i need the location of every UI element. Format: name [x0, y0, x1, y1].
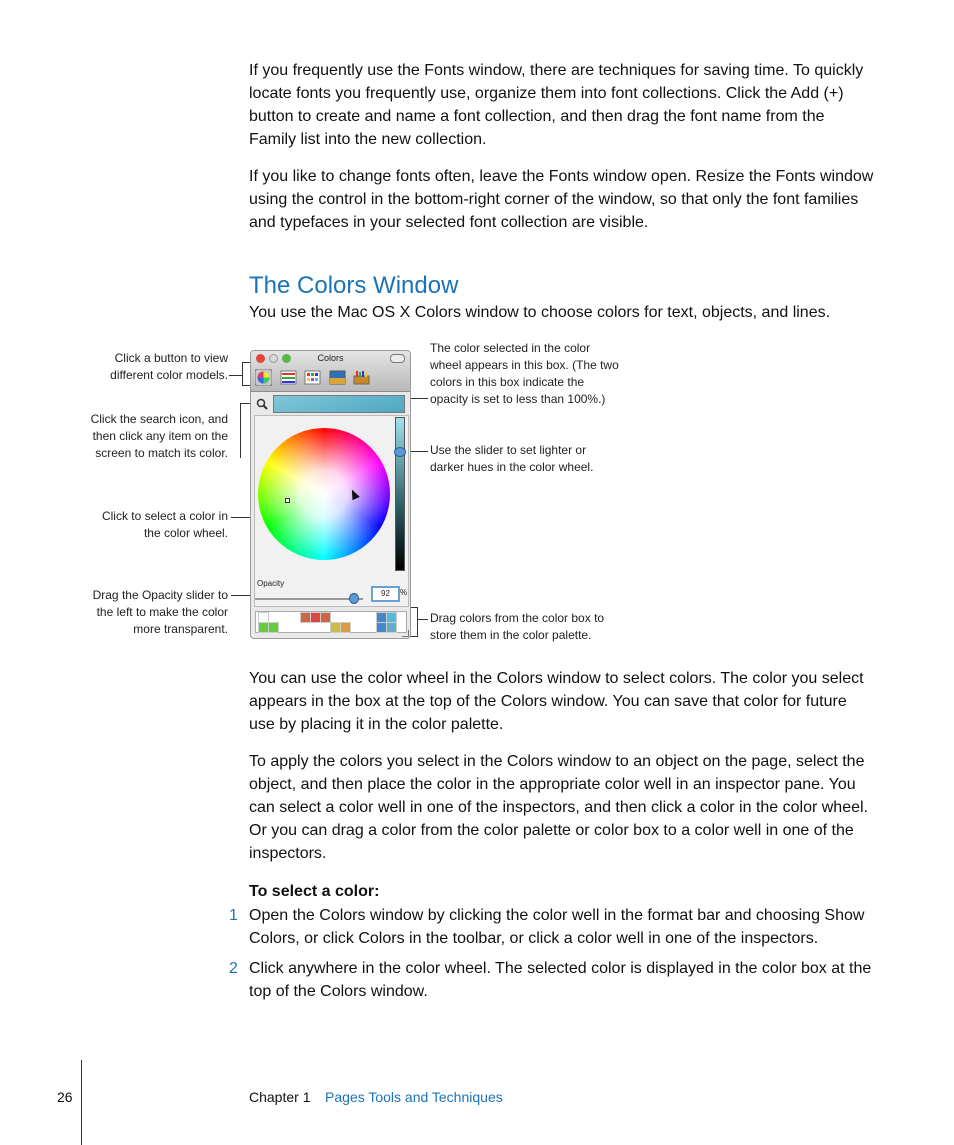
- color-wheel[interactable]: [258, 428, 390, 560]
- callout-line-palette: [417, 619, 428, 620]
- callout-palette: Drag colors from the color box to store them in the color palette.: [430, 611, 605, 642]
- colors-window: [250, 350, 411, 639]
- footer-divider: [81, 1060, 82, 1145]
- footer-chapter: Chapter 1: [249, 1089, 311, 1105]
- step-number: 2: [229, 960, 238, 977]
- section-lead: You use the Mac OS X Colors window to choose colors for text, objects, and lines.: [249, 304, 831, 321]
- section-title: The Colors Window: [249, 272, 459, 299]
- opacity-slider-knob[interactable]: [349, 593, 359, 604]
- opacity-unit: %: [400, 588, 408, 597]
- step-number: 1: [229, 907, 238, 924]
- magnifier-icon[interactable]: [256, 398, 268, 410]
- footer-chapter-title: Pages Tools and Techniques: [325, 1089, 503, 1105]
- color-wheel-icon[interactable]: [255, 369, 272, 386]
- opacity-slider[interactable]: [255, 598, 363, 600]
- callout-slider: Use the slider to set lighter or darker hues in the color wheel.: [430, 443, 594, 474]
- callout-color-models: Click a button to view different color models.: [110, 351, 228, 382]
- palette-cell[interactable]: [386, 622, 397, 633]
- body-paragraph-1: You can use the color wheel in the Colors window to select colors. The color you select appears in the box at the top of the Colors window. You can save that color for future use by placing it in the color palette.: [249, 670, 864, 733]
- palettes-icon[interactable]: [304, 369, 321, 386]
- step-text: Open the Colors window by clicking the color well in the format bar and choosing Show Colors, or click Colors in the toolbar, or click a color well in one of the inspectors.: [249, 907, 865, 947]
- opacity-label: Opacity: [257, 579, 285, 588]
- crayons-icon[interactable]: [353, 369, 370, 386]
- toolbar-toggle-button[interactable]: [390, 354, 405, 363]
- palette-cell[interactable]: [340, 622, 351, 633]
- resize-handle[interactable]: [402, 630, 409, 637]
- callout-wheel: Click to select a color in the color wheel.: [101, 509, 228, 540]
- opacity-field[interactable]: 92: [371, 586, 400, 602]
- color-palette[interactable]: [255, 611, 407, 633]
- colors-window-titlebar: [251, 351, 410, 392]
- intro-paragraph-2: If you like to change fonts often, leave the Fonts window open. Resize the Fonts window using the control in the bottom-right corner of the window, so that only the font families and typefaces in your selected font collection are visible.: [249, 168, 874, 231]
- callout-bracket-palette: [410, 607, 418, 637]
- procedure-title: To select a color:: [249, 883, 380, 900]
- callout-search: Click the search icon, and then click any item on the screen to match its color.: [90, 412, 228, 460]
- callout-color-box: The color selected in the color wheel appears in this box. (The two colors in this box indicate the opacity is set to less than 100%.): [430, 341, 619, 406]
- brightness-slider[interactable]: [395, 417, 405, 571]
- colors-window-title: Colors: [317, 353, 344, 363]
- callout-opacity: Drag the Opacity slider to the left to make the color more transparent.: [92, 588, 228, 636]
- callout-line-models: [229, 375, 242, 376]
- intro-paragraph-1: If you frequently use the Fonts window, there are techniques for saving time. To quickly locate fonts you frequently use, organize them into font collections. Click the Add (+) button to create and name a font collection, and then drag the font name from the Family list into the new collection.: [249, 62, 864, 148]
- palette-cell[interactable]: [268, 622, 279, 633]
- selected-color-box[interactable]: [273, 395, 405, 413]
- page-number: 26: [57, 1089, 73, 1105]
- brightness-slider-knob[interactable]: [394, 447, 406, 457]
- body-paragraph-2: To apply the colors you select in the Colors window to an object on the page, select the object, and then place the color in the appropriate color well in an inspector pane. You can select a color well in one of the inspectors, and then click a color in the color wheel. Or you can drag a color from the color palette or color box to a color well in one of the inspectors.: [249, 753, 868, 862]
- step-text: Click anywhere in the color wheel. The selected color is displayed in the color box at the top of the Colors window.: [249, 960, 872, 1000]
- callout-line-search-v: [240, 403, 241, 458]
- sliders-icon[interactable]: [280, 369, 297, 386]
- wheel-selection-marker[interactable]: [285, 498, 290, 503]
- image-palette-icon[interactable]: [329, 369, 346, 386]
